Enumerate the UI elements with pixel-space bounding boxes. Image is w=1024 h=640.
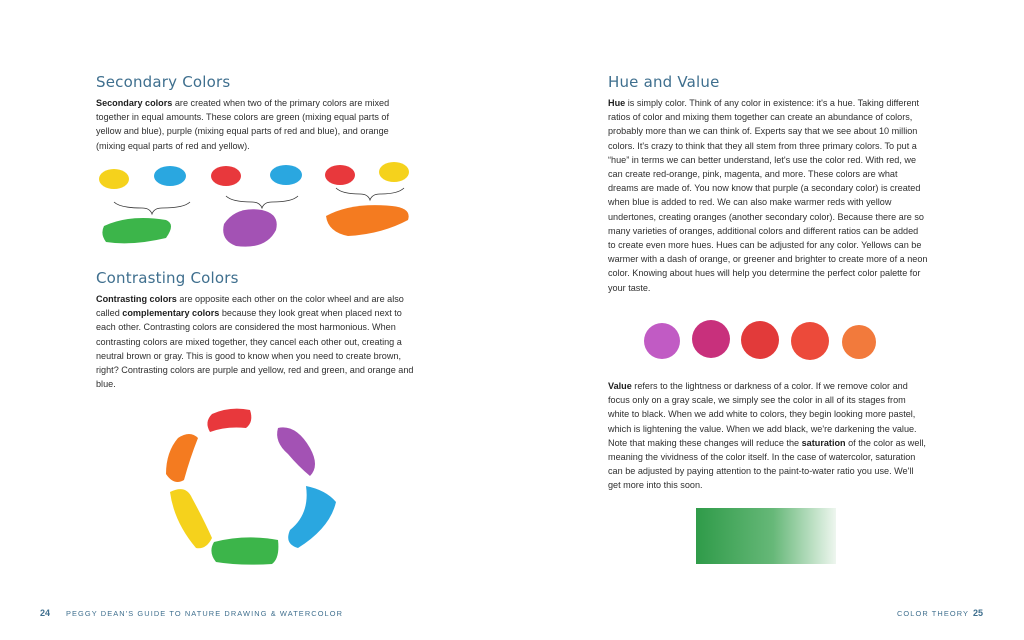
right-running-title: COLOR THEORY [897,609,970,618]
green-mix [99,166,190,243]
blue-swatch [154,166,186,186]
hue-text: is simply color. Think of any color in existence: it's a hue. Taking different ratios of color and mixing them together can create an abundance of colors, probably more than we can think of. Experts say that we see about 10 million colors. It's crazy to think that they all stem from three primary colors. To put a “hue” in terms we can better understand, let's use the color red. With red, we can create red-orange, pink, magenta, and more. These colors are what dreams are made of. You now know that purple (a secondary color) is created when blue is added to red. We can also make warmer reds with yellow undertones, creating oranges (another secondary color). Because there are so many varieties of oranges, additional colors and different ratios can be added to create even more hues. Hues can be adjusted for any color. Yellows can be warmer with a dash of orange, or greener and brighter to create more of a neon color. Knowing about hues will help you determine the perfect color palette for your taste. [608,98,928,293]
left-page-number: 24 [40,608,51,618]
hue-and-value-heading: Hue and Value [608,73,720,91]
brace-icon [336,188,404,200]
secondary-colors-paragraph [96,96,414,153]
brace-icon [114,202,190,214]
value-text-b: of the color as well, meaning the vividness of the color itself. In the case of watercolor, saturation can be adjusted by paying attention to the paint-to-water ratio you use. We'll get more into this soon. [608,437,926,491]
green-value-gradient [696,508,836,564]
purple-mix [211,165,302,247]
orange-hue-swatch [842,325,876,359]
orange-swatch [326,205,409,236]
secondary-colors-text: are created when two of the primary colors are mixed together in equal amounts. These colors are green (mixing equal parts of yellow and blue), purple (mixing equal parts of red and blue), and orange (mixing equal parts of red and yellow). [96,98,390,151]
value-term: Value [608,381,632,391]
right-page-number: 25 [973,608,984,618]
hue-paragraph [608,96,928,295]
contrasting-colors-term: Contrasting colors [96,294,177,304]
value-text-a: refers to the lightness or darkness of a color. If we remove color and focus only on a gray scale, we simply see the color in all of its stages from white to black. When we add white to colors, they begin looking more pastel, which is lightening the value. When we add black, we're darkening the value. Note that making these changes will reduce the [608,381,917,448]
red-stroke [207,409,251,432]
red-orange-swatch [791,322,829,360]
value-gradient-illustration [696,508,836,564]
right-page [512,0,1024,640]
magenta-swatch [692,320,730,358]
color-wheel-illustration [160,402,340,572]
purple-stroke [277,427,315,476]
secondary-colors-term: Secondary colors [96,98,173,108]
contrasting-text-a: are opposite each other on the color wheel and are also called [96,294,404,319]
contrasting-text-b: because they look great when placed next to each other. Contrasting colors are considered the most harmonious. When contrasting colors are mixed together, they cancel each other out, creating a neutral brown or gray. This is good to know when you need to create brown, right? Contrasting colors are purple and yellow, red and green, and orange and blue. [96,308,414,390]
hue-swatches-illustration [642,318,892,368]
complementary-colors-term: complementary colors [122,308,220,319]
left-running-title: PEGGY DEAN'S GUIDE TO NATURE DRAWING & WATERCOLOR [66,609,344,618]
violet-swatch [644,323,680,359]
blue-stroke [288,486,336,548]
purple-swatch [223,209,277,246]
blue-swatch [270,165,302,185]
hue-term: Hue [608,98,626,108]
value-paragraph [608,379,928,493]
yellow-stroke [170,489,212,548]
saturation-term: saturation [801,437,846,448]
red-swatch [211,166,241,186]
green-swatch [102,218,171,243]
red-hue-swatch [741,321,779,359]
yellow-swatch [379,162,409,182]
yellow-swatch [99,169,129,189]
secondary-mix-illustration [92,158,432,250]
contrasting-colors-paragraph [96,292,414,391]
brace-icon [226,196,298,208]
secondary-colors-heading: Secondary Colors [96,73,231,91]
contrasting-colors-heading: Contrasting Colors [96,269,239,287]
orange-stroke [166,434,198,482]
red-swatch [325,165,355,185]
green-stroke [211,537,278,564]
orange-mix [325,162,409,236]
